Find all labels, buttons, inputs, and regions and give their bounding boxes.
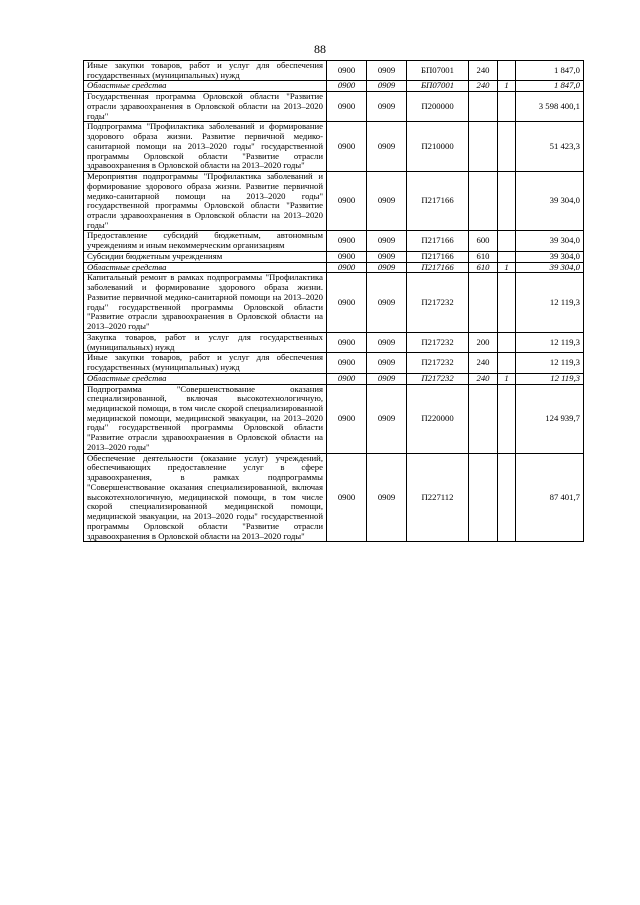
row-funding-source-cell: 1 (498, 81, 516, 92)
row-gr-code-cell: 0900 (327, 61, 367, 81)
row-name-cell: Подпрограмма "Профилактика заболеваний и формирование здорового образа жизни. Развитие первичной медико-санитарной помощи на 2013–2020 годы" государственной программы Орловской области "Развитие отрасли здравоохранения в Орловской области на 2013–2020 годы" (84, 122, 327, 172)
budget-table (83, 60, 584, 542)
row-section-code-cell: 0909 (367, 251, 407, 262)
row-name-cell: Государственная программа Орловской области "Развитие отрасли здравоохранения в Орловской области на 2013–2020 годы" (84, 92, 327, 122)
row-section-code-cell: 0909 (367, 122, 407, 172)
row-target-article-cell: П220000 (407, 384, 469, 453)
row-name-cell: Субсидии бюджетным учреждениям (84, 251, 327, 262)
row-name-cell: Закупка товаров, работ и услуг для государственных (муниципальных) нужд (84, 332, 327, 352)
row-name-cell: Мероприятия подпрограммы "Профилактика заболеваний и формирование здорового образа жизни. Развитие первичной медико-санитарной помощи на 2013–2020 годы" государственной программы Орловской области "Развитие отрасли здравоохранения в Орловской области на 2013–2020 годы" (84, 172, 327, 231)
row-funding-source-cell (498, 231, 516, 251)
row-gr-code-cell: 0900 (327, 373, 367, 384)
table-row (84, 353, 584, 373)
table-row (84, 262, 584, 273)
row-target-article-cell: П217232 (407, 373, 469, 384)
row-expense-type-cell: 200 (469, 332, 498, 352)
row-target-article-cell: П217232 (407, 353, 469, 373)
row-expense-type-cell: 240 (469, 373, 498, 384)
table-row (84, 384, 584, 453)
table-row (84, 231, 584, 251)
row-name-cell: Обеспечение деятельности (оказание услуг) учреждений, обеспечивающих предоставление услуг в сфере здравоохранения, в рамках подпрограммы "Совершенствование оказания специализированной, включая высокотехнологичную, медицинской помощи, в том числе скорой специализированной медицинской помощи, медицинской эвакуации, на 2013–2020 годы" государственной программы Орловской области "Развитие отрасли здравоохранения в Орловской области на 2013–2020 годы" (84, 453, 327, 542)
row-name-cell: Иные закупки товаров, работ и услуг для обеспечения государственных (муниципальных) нужд (84, 61, 327, 81)
row-expense-type-cell: 610 (469, 251, 498, 262)
row-target-article-cell: П217166 (407, 251, 469, 262)
row-section-code-cell: 0909 (367, 373, 407, 384)
row-section-code-cell: 0909 (367, 231, 407, 251)
row-section-code-cell: 0909 (367, 332, 407, 352)
row-gr-code-cell: 0900 (327, 262, 367, 273)
row-expense-type-cell: 600 (469, 231, 498, 251)
row-name-cell: Областные средства (84, 81, 327, 92)
table-row (84, 453, 584, 542)
row-section-code-cell: 0909 (367, 453, 407, 542)
row-expense-type-cell: 610 (469, 262, 498, 273)
row-expense-type-cell (469, 453, 498, 542)
row-target-article-cell: П227112 (407, 453, 469, 542)
row-target-article-cell: БП07001 (407, 81, 469, 92)
row-section-code-cell: 0909 (367, 353, 407, 373)
row-amount-cell: 1 847,0 (516, 61, 584, 81)
row-name-cell: Областные средства (84, 262, 327, 273)
row-gr-code-cell: 0900 (327, 353, 367, 373)
row-funding-source-cell (498, 61, 516, 81)
row-gr-code-cell: 0900 (327, 81, 367, 92)
row-funding-source-cell (498, 273, 516, 332)
table-row (84, 332, 584, 352)
row-amount-cell: 39 304,0 (516, 251, 584, 262)
row-section-code-cell: 0909 (367, 384, 407, 453)
row-funding-source-cell: 1 (498, 373, 516, 384)
row-target-article-cell: БП07001 (407, 61, 469, 81)
table-row (84, 373, 584, 384)
row-target-article-cell: П210000 (407, 122, 469, 172)
row-name-cell: Областные средства (84, 373, 327, 384)
row-funding-source-cell: 1 (498, 262, 516, 273)
row-amount-cell: 3 598 400,1 (516, 92, 584, 122)
row-funding-source-cell (498, 353, 516, 373)
row-funding-source-cell (498, 122, 516, 172)
row-funding-source-cell (498, 332, 516, 352)
row-expense-type-cell: 240 (469, 353, 498, 373)
row-funding-source-cell (498, 251, 516, 262)
row-expense-type-cell: 240 (469, 61, 498, 81)
row-section-code-cell: 0909 (367, 61, 407, 81)
row-amount-cell: 12 119,3 (516, 373, 584, 384)
row-gr-code-cell: 0900 (327, 92, 367, 122)
row-gr-code-cell: 0900 (327, 172, 367, 231)
row-target-article-cell: П217232 (407, 273, 469, 332)
row-target-article-cell: П217166 (407, 231, 469, 251)
row-section-code-cell: 0909 (367, 172, 407, 231)
budget-table-body (84, 61, 584, 542)
row-section-code-cell: 0909 (367, 81, 407, 92)
row-funding-source-cell (498, 172, 516, 231)
row-funding-source-cell (498, 92, 516, 122)
table-row (84, 251, 584, 262)
row-expense-type-cell: 240 (469, 81, 498, 92)
row-funding-source-cell (498, 453, 516, 542)
row-expense-type-cell (469, 384, 498, 453)
row-amount-cell: 39 304,0 (516, 172, 584, 231)
row-gr-code-cell: 0900 (327, 122, 367, 172)
table-row (84, 172, 584, 231)
table-row (84, 61, 584, 81)
row-gr-code-cell: 0900 (327, 251, 367, 262)
row-gr-code-cell: 0900 (327, 453, 367, 542)
row-gr-code-cell: 0900 (327, 273, 367, 332)
row-expense-type-cell (469, 273, 498, 332)
row-amount-cell: 39 304,0 (516, 262, 584, 273)
table-row (84, 273, 584, 332)
row-name-cell: Капитальный ремонт в рамках подпрограммы "Профилактика заболеваний и формирование здорового образа жизни. Развитие первичной медико-санитарной помощи на 2013–2020 годы" государственной программы Орловской области "Развитие отрасли здравоохранения в Орловской области на 2013–2020 годы" (84, 273, 327, 332)
row-expense-type-cell (469, 92, 498, 122)
page-number: 88 (314, 42, 326, 56)
row-section-code-cell: 0909 (367, 262, 407, 273)
row-name-cell: Предоставление субсидий бюджетным, автономным учреждениям и иным некоммерческим организациям (84, 231, 327, 251)
table-row (84, 92, 584, 122)
table-row (84, 81, 584, 92)
row-gr-code-cell: 0900 (327, 231, 367, 251)
row-amount-cell: 87 401,7 (516, 453, 584, 542)
row-amount-cell: 12 119,3 (516, 273, 584, 332)
row-amount-cell: 1 847,0 (516, 81, 584, 92)
row-amount-cell: 124 939,7 (516, 384, 584, 453)
row-gr-code-cell: 0900 (327, 332, 367, 352)
row-target-article-cell: П200000 (407, 92, 469, 122)
table-row (84, 122, 584, 172)
row-section-code-cell: 0909 (367, 273, 407, 332)
row-amount-cell: 12 119,3 (516, 332, 584, 352)
row-amount-cell: 12 119,3 (516, 353, 584, 373)
row-amount-cell: 51 423,3 (516, 122, 584, 172)
row-amount-cell: 39 304,0 (516, 231, 584, 251)
row-expense-type-cell (469, 172, 498, 231)
row-name-cell: Иные закупки товаров, работ и услуг для обеспечения государственных (муниципальных) нужд (84, 353, 327, 373)
row-section-code-cell: 0909 (367, 92, 407, 122)
row-gr-code-cell: 0900 (327, 384, 367, 453)
row-target-article-cell: П217166 (407, 172, 469, 231)
row-target-article-cell: П217232 (407, 332, 469, 352)
row-name-cell: Подпрограмма "Совершенствование оказания специализированной, включая высокотехнологичную, медицинской помощи, в том числе скорой специализированной медицинской помощи, медицинской эвакуации, на 2013–2020 годы" государственной программы Орловской области "Развитие отрасли здравоохранения в Орловской области на 2013–2020 годы" (84, 384, 327, 453)
row-funding-source-cell (498, 384, 516, 453)
row-expense-type-cell (469, 122, 498, 172)
row-target-article-cell: П217166 (407, 262, 469, 273)
